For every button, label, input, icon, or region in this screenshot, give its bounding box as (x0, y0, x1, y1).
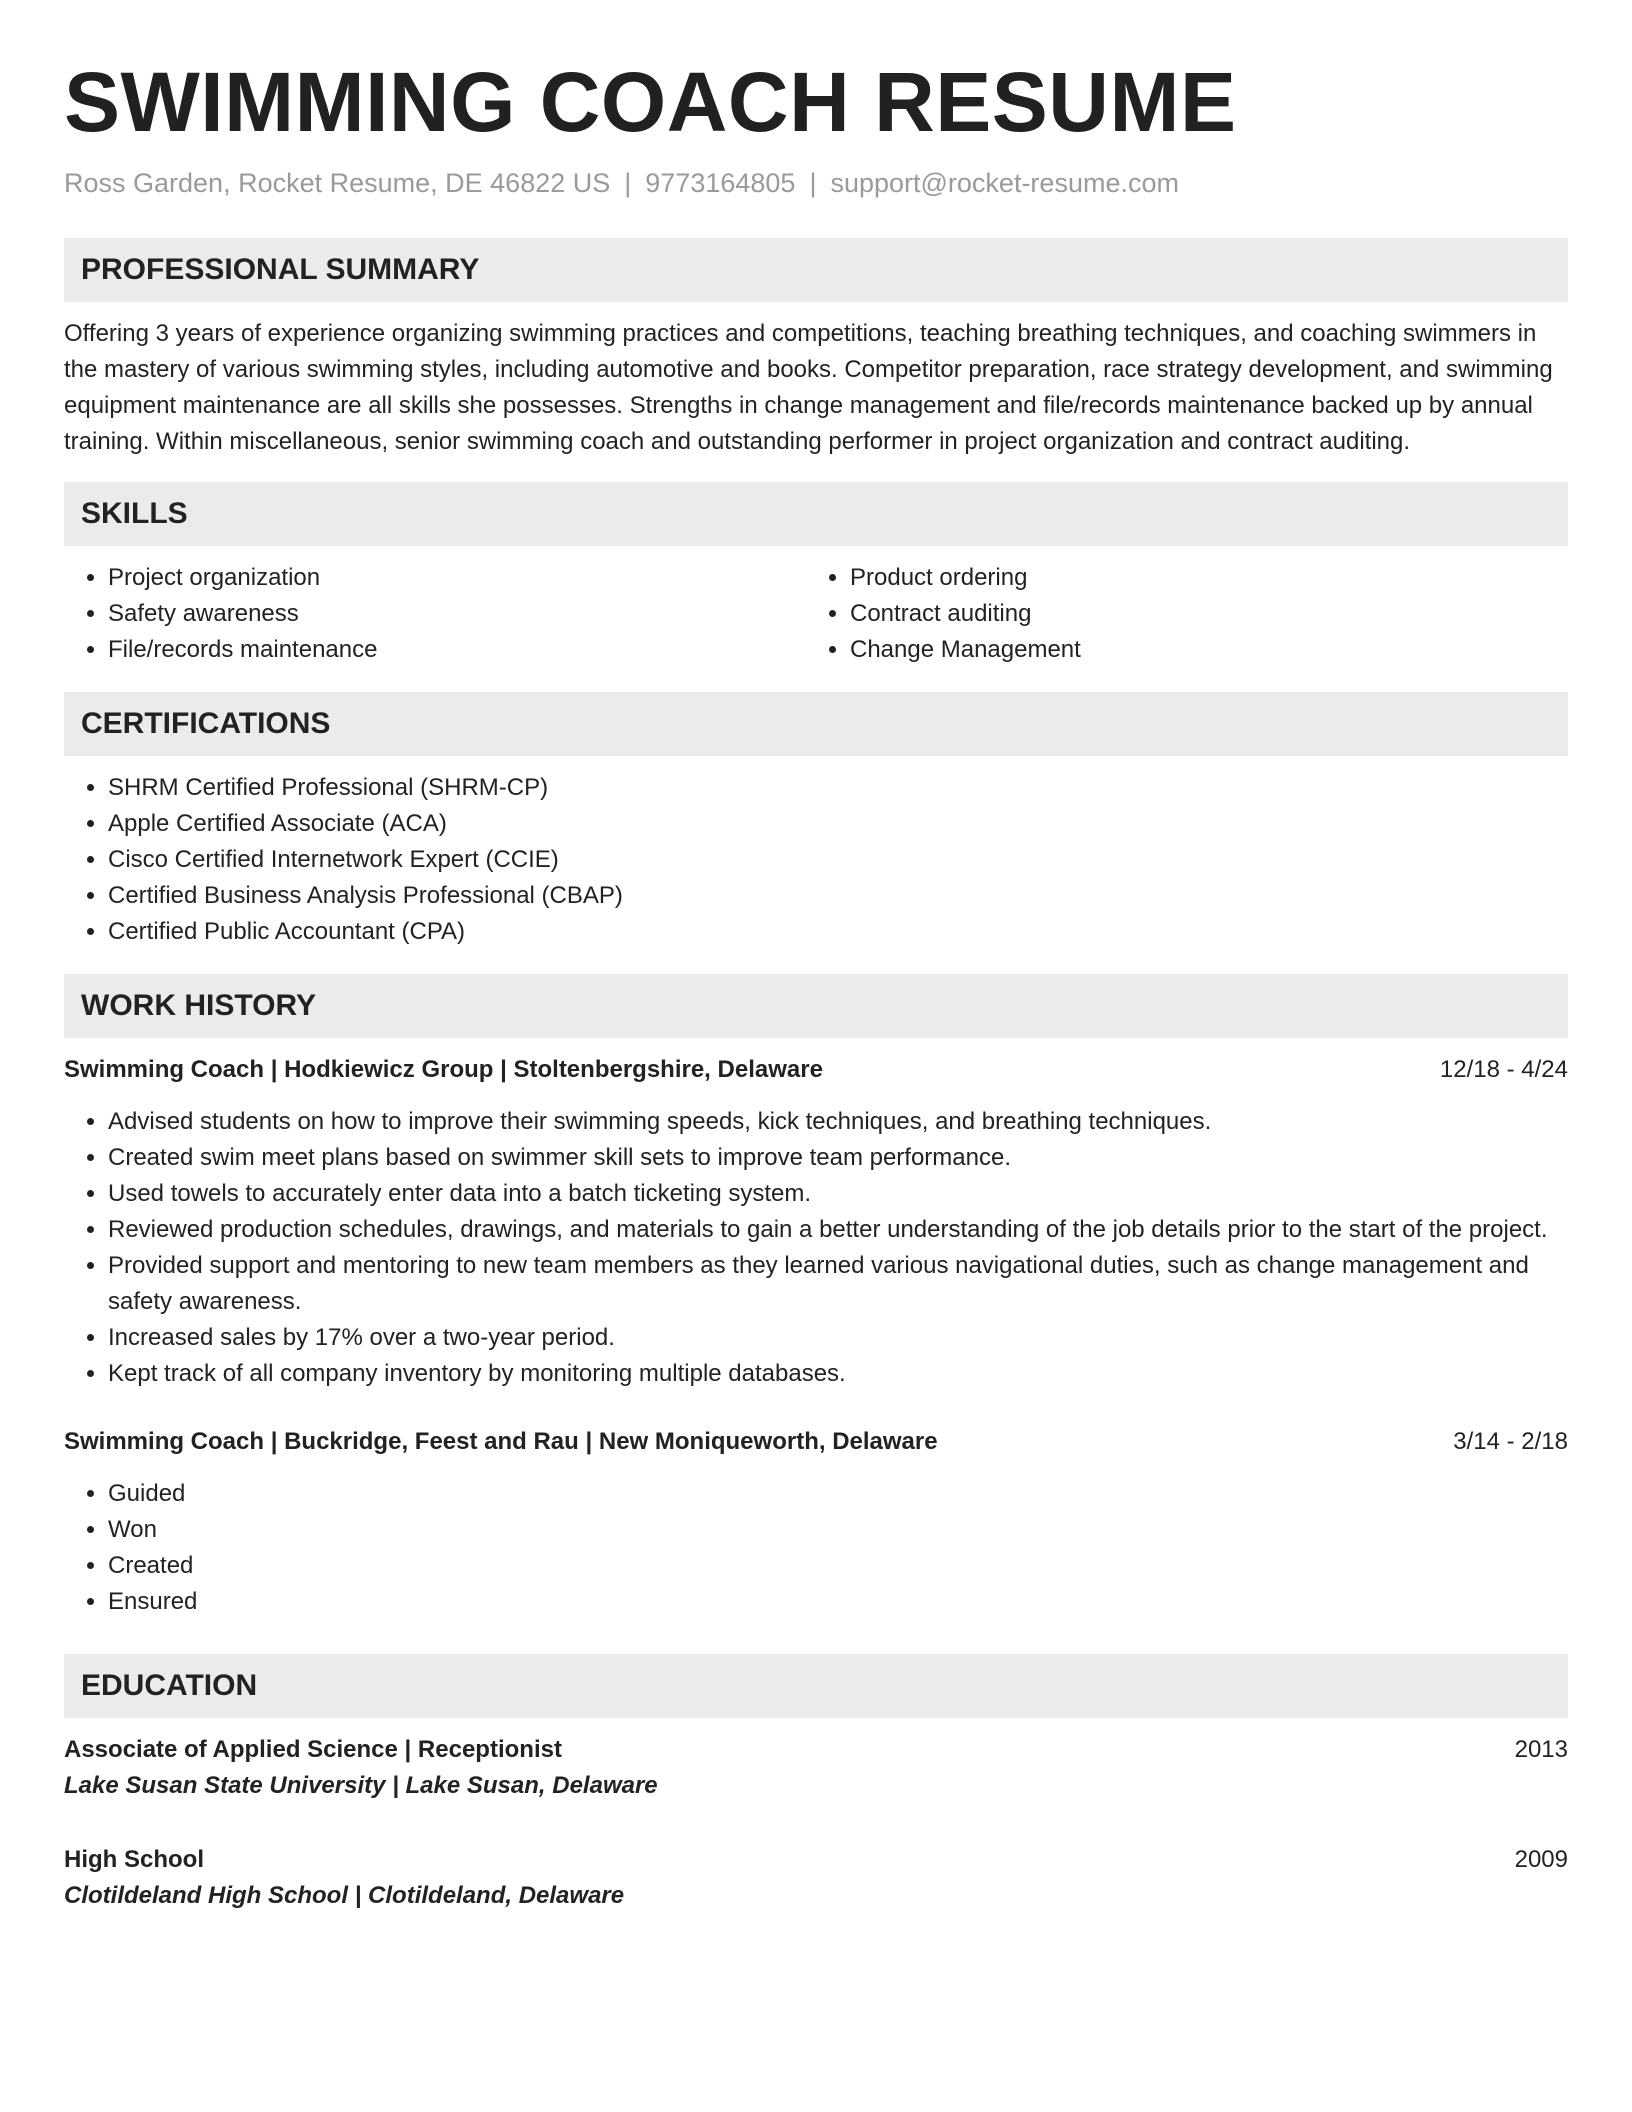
certification-item: • Cisco Certified Internetwork Expert (CCIE) (108, 842, 1568, 878)
contact-email: support@rocket-resume.com (830, 168, 1179, 198)
education-year: 2013 (1514, 1736, 1568, 1763)
job-bullet: • Guided (108, 1476, 1568, 1512)
contact-separator: | (809, 168, 817, 198)
contact-address: Ross Garden, Rocket Resume, DE 46822 US (64, 168, 611, 198)
skill-item: • Contract auditing (850, 596, 1548, 632)
job-bullet: • Kept track of all company inventory by monitoring multiple databases. (108, 1356, 1568, 1392)
skill-item: • Safety awareness (108, 596, 806, 632)
work-history-heading: WORK HISTORY (64, 974, 1568, 1038)
contact-line (64, 166, 1568, 200)
education-school: Lake Susan State University | Lake Susan, Delaware (64, 1772, 658, 1799)
certification-item: • Certified Public Accountant (CPA) (108, 914, 1568, 950)
skill-item: • File/records maintenance (108, 632, 806, 668)
job-bullet: • Won (108, 1512, 1568, 1548)
job-bullets (64, 1476, 1568, 1620)
education-school: Clotildeland High School | Clotildeland, Delaware (64, 1882, 625, 1909)
contact-separator: | (624, 168, 632, 198)
skill-item: • Change Management (850, 632, 1548, 668)
job-bullet: • Used towels to accurately enter data into a batch ticketing system. (108, 1176, 1568, 1212)
job-bullet: • Advised students on how to improve their swimming speeds, kick techniques, and breathing techniques. (108, 1104, 1568, 1140)
job-dates: 3/14 - 2/18 (1453, 1428, 1568, 1455)
certification-item: • Apple Certified Associate (ACA) (108, 806, 1568, 842)
job-bullet: • Reviewed production schedules, drawings, and materials to gain a better understanding of the job details prior to the start of the project. (108, 1212, 1568, 1248)
job-title: Swimming Coach | Hodkiewicz Group | Stoltenbergshire, Delaware (64, 1056, 823, 1083)
certification-item: • SHRM Certified Professional (SHRM-CP) (108, 770, 1568, 806)
job-header (64, 1052, 1568, 1088)
education-degree: Associate of Applied Science | Receptionist (64, 1736, 562, 1763)
certifications-heading: CERTIFICATIONS (64, 692, 1568, 756)
skills-list-right (806, 560, 1548, 668)
job-bullet: • Ensured (108, 1584, 1568, 1620)
education-header (64, 1842, 1568, 1878)
education-header (64, 1732, 1568, 1768)
job-title: Swimming Coach | Buckridge, Feest and Rau | New Moniqueworth, Delaware (64, 1428, 938, 1455)
summary-text: Offering 3 years of experience organizing swimming practices and competitions, teaching breathing techniques, and coaching swimmers in the mastery of various swimming styles, including automotive and books. Competitor preparation, race strategy development, and swimming equipment maintenance are all skills she possesses. Strengths in change management and file/records maintenance backed up by annual training. Within miscellaneous, senior swimming coach and outstanding performer in project organization and contract auditing. (64, 320, 1553, 455)
job-bullet: • Created (108, 1548, 1568, 1584)
resume-title: SWIMMING COACH RESUME (64, 55, 1237, 149)
job-dates: 12/18 - 4/24 (1439, 1056, 1568, 1083)
skills-list-left (64, 560, 806, 668)
skill-item: • Project organization (108, 560, 806, 596)
skills-heading: SKILLS (64, 482, 1568, 546)
education-heading: EDUCATION (64, 1654, 1568, 1718)
summary-heading: PROFESSIONAL SUMMARY (64, 238, 1568, 302)
job-bullet: • Provided support and mentoring to new team members as they learned various navigational duties, such as change management and safety awareness. (108, 1248, 1568, 1320)
resume-page (64, 52, 1568, 1914)
education-year: 2009 (1514, 1846, 1568, 1873)
job-bullet: • Created swim meet plans based on swimmer skill sets to improve team performance. (108, 1140, 1568, 1176)
education-degree: High School (64, 1846, 204, 1873)
certification-item: • Certified Business Analysis Professional (CBAP) (108, 878, 1568, 914)
contact-phone: 9773164805 (645, 168, 796, 198)
skill-item: • Product ordering (850, 560, 1548, 596)
certifications-list (64, 770, 1568, 950)
job-bullets (64, 1104, 1568, 1392)
skills-grid (64, 560, 1568, 668)
job-header (64, 1424, 1568, 1460)
job-bullet: • Increased sales by 17% over a two-year period. (108, 1320, 1568, 1356)
